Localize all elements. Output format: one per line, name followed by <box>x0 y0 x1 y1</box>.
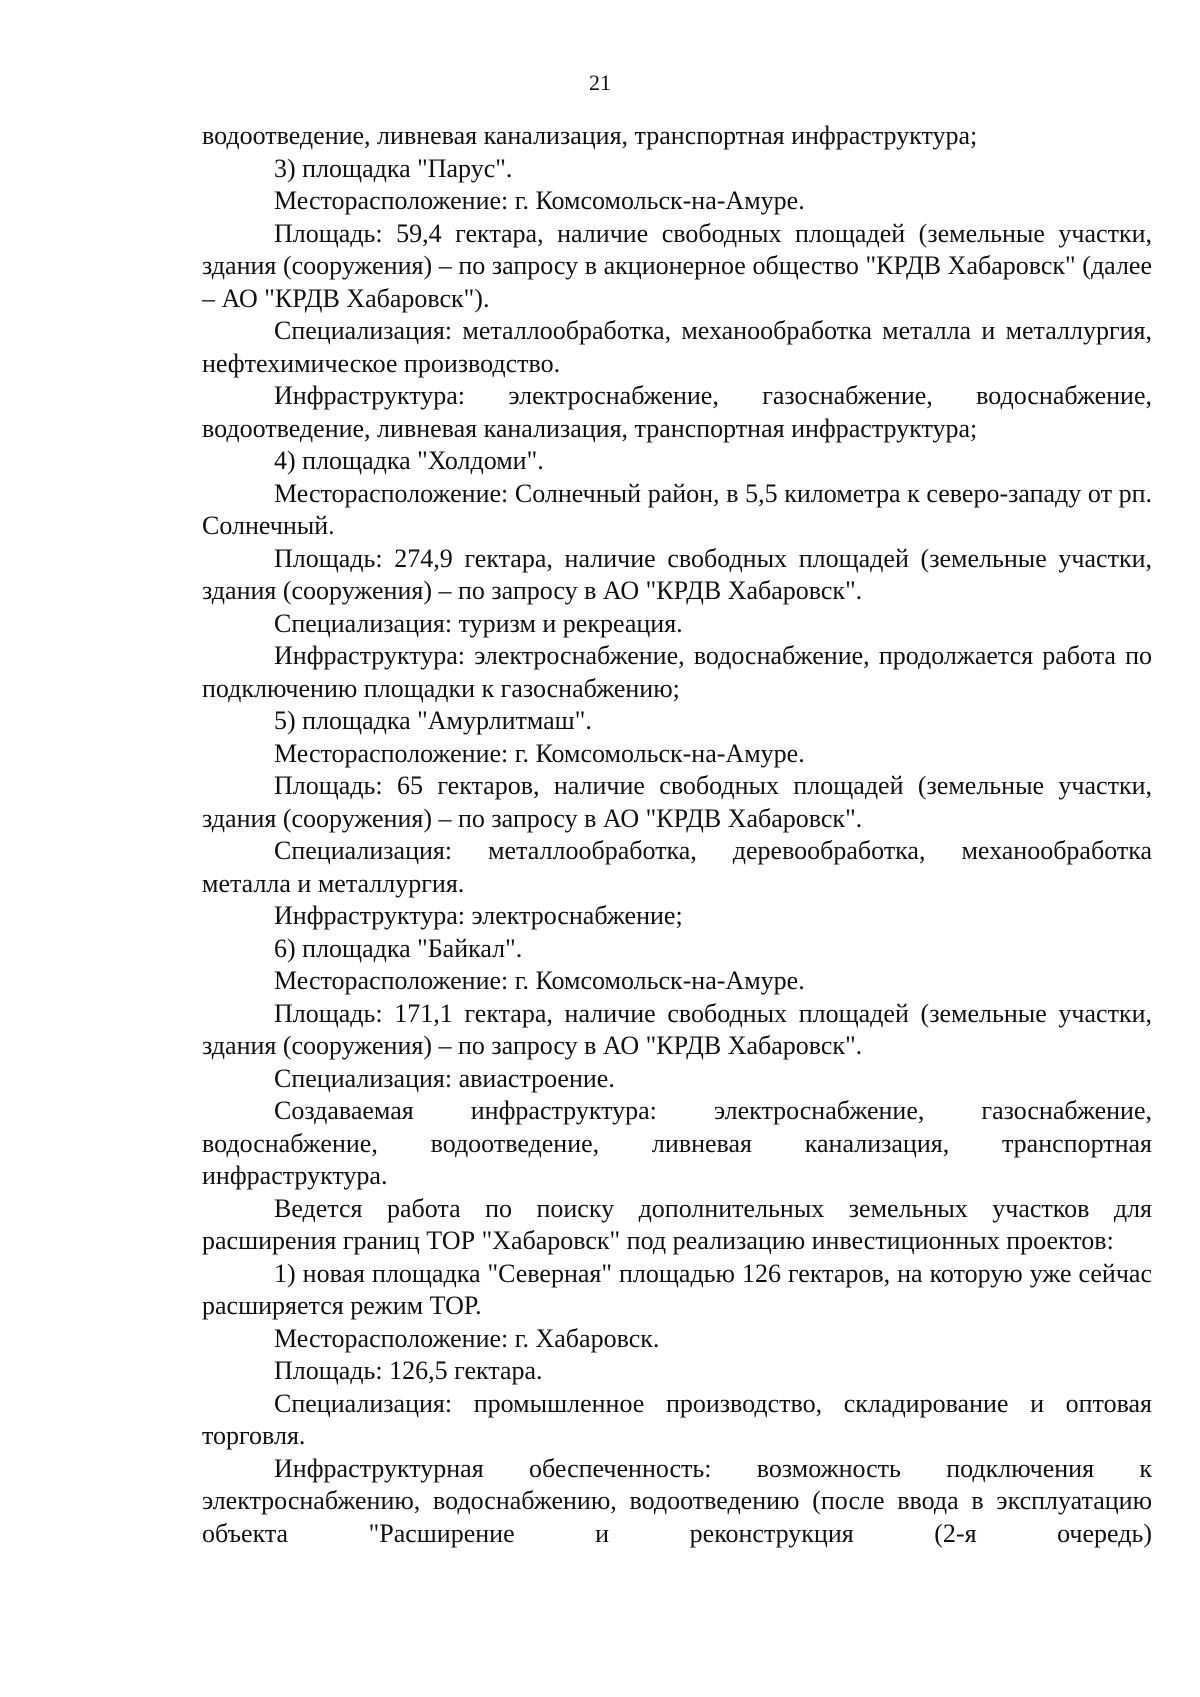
paragraph-site-parus: 3) площадка "Парус". <box>274 153 513 183</box>
paragraph-area: Площадь: 126,5 гектара. <box>274 1356 543 1385</box>
paragraph-location: Месторасположение: г. Комсомольск-на-Амуре. <box>274 186 805 215</box>
paragraph-specialization: Специализация: металлообработка, деревообработка, механообработка металла и металлургия. <box>202 836 1152 898</box>
paragraph-specialization: Специализация: металлообработка, механообработка металла и металлургия, нефтехимическое производство. <box>202 316 1152 378</box>
paragraph-expansion-work: Ведется работа по поиску дополнительных земельных участков для расширения границ ТОР "Хабаровск" под реализацию инвестиционных проектов: <box>202 1193 1152 1255</box>
paragraph-infrastructure: Инфраструктура: электроснабжение; <box>274 901 683 930</box>
paragraph-site-holdomi: 4) площадка "Холдоми". <box>274 446 544 475</box>
paragraph-site-baikal: 6) площадка "Байкал". <box>274 933 523 963</box>
paragraph-location: Месторасположение: г. Хабаровск. <box>274 1323 660 1353</box>
paragraph-area: Площадь: 65 гектаров, наличие свободных площадей (земельные участки, здания (сооружения) – по запросу в АО "КРДВ Хабаровск". <box>202 771 1152 833</box>
paragraph-location: Месторасположение: г. Комсомольск-на-Амуре. <box>274 738 805 768</box>
paragraph-infrastructure: Создаваемая инфраструктура: электроснабжение, газоснабжение, водоснабжение, водоотведение, ливневая канализация, транспортная инфраструктура. <box>202 1096 1152 1190</box>
document-body <box>202 120 1152 1550</box>
paragraph-site-severnaya: 1) новая площадка "Северная" площадью 126 гектаров, на которую уже сейчас расширяется режим ТОР. <box>202 1258 1152 1320</box>
paragraph-area: Площадь: 274,9 гектара, наличие свободных площадей (земельные участки, здания (сооружения) – по запросу в АО "КРДВ Хабаровск". <box>202 543 1152 605</box>
paragraph-area: Площадь: 171,1 гектара, наличие свободных площадей (земельные участки, здания (сооружения) – по запросу в АО "КРДВ Хабаровск". <box>202 998 1152 1060</box>
paragraph-continuation: водоотведение, ливневая канализация, транспортная инфраструктура; <box>202 121 978 150</box>
page-number: 21 <box>589 70 611 95</box>
paragraph-location: Месторасположение: г. Комсомольск-на-Амуре. <box>274 966 805 995</box>
paragraph-specialization: Специализация: туризм и рекреация. <box>274 608 683 638</box>
paragraph-site-amurlitmash: 5) площадка "Амурлитмаш". <box>274 706 592 735</box>
paragraph-location: Месторасположение: Солнечный район, в 5,5 километра к северо-западу от рп. Солнечный. <box>202 478 1152 540</box>
paragraph-specialization: Специализация: авиастроение. <box>274 1063 615 1093</box>
paragraph-specialization: Специализация: промышленное производство, складирование и оптовая торговля. <box>202 1388 1152 1450</box>
paragraph-infrastructure: Инфраструктурная обеспеченность: возможность подключения к электроснабжению, водоснабжению, водоотведению (после ввода в эксплуатацию объекта "Расширение и реконструкция (2-я очередь) <box>202 1453 1152 1548</box>
paragraph-infrastructure: Инфраструктура: электроснабжение, водоснабжение, продолжается работа по подключению площадки к газоснабжению; <box>202 641 1152 703</box>
paragraph-area: Площадь: 59,4 гектара, наличие свободных площадей (земельные участки, здания (сооружения) – по запросу в акционерное общество "КРДВ Хабаровск" (далее – АО "КРДВ Хабаровск"). <box>202 218 1152 313</box>
paragraph-infrastructure: Инфраструктура: электроснабжение, газоснабжение, водоснабжение, водоотведение, ливневая канализация, транспортная инфраструктура; <box>202 381 1152 443</box>
